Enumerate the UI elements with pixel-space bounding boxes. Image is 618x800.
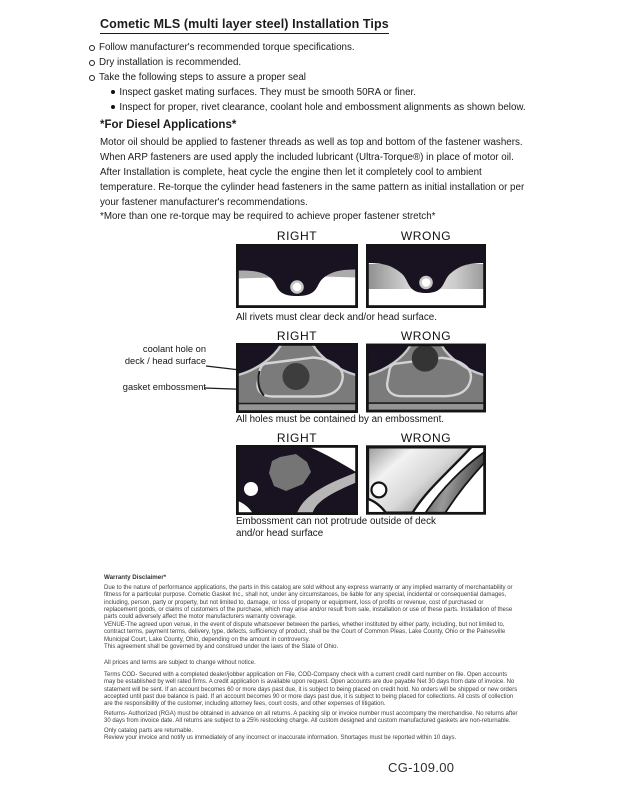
coolant-hole (283, 363, 310, 390)
callout-line: coolant hole on (142, 344, 206, 354)
bullet-text: Dry installation is recommended. (99, 57, 242, 68)
catalog-returnable-text: Only catalog parts are returnable. (104, 728, 194, 734)
bullet-icon (89, 60, 95, 66)
gasket-embossment-callout: gasket embossment (122, 382, 206, 392)
terms-paragraph: Terms COD- Secured with a completed dealer/jobber application on File, COD-Company check with a current credit card number on file. Open accounts may be established by well rated firms. A credit application is available upon request. Open accounts are due payable Net 30 days from date of invoice. No statement will be sent. If an account becomes 60 or more days past due, it is subject to being placed on credit hold. No orders will be shipped or new orders accepted until past due balance is paid. If an account becomes 90 or more days past due, it is subject to being placed for collections. All costs of collection are the responsibility of the customer, including attorney fees, court costs, and other expenses of litigation. (104, 672, 518, 708)
figure-embossment-wrong (366, 343, 486, 413)
list-item (111, 85, 539, 100)
page-title: Cometic MLS (multi layer steel) Installation Tips (100, 17, 389, 34)
right-label-row2: RIGHT (276, 329, 318, 343)
caption-line: Embossment can not protrude outside of deck (236, 516, 436, 527)
callout-line: deck / head surface (124, 355, 206, 366)
doc-code: CG-109.00 (388, 760, 455, 775)
figure-caption-row1: All rivets must clear deck and/or head surface. (236, 312, 437, 323)
figure-rivet-right (236, 244, 358, 308)
wrong-label-row1: WRONG (400, 229, 452, 243)
right-label-row1: RIGHT (276, 229, 318, 243)
coolant-hole-callout (96, 344, 206, 367)
figure-caption-row3 (236, 516, 506, 539)
list-item (89, 70, 539, 85)
figure-protrusion-right (236, 445, 358, 515)
venue-paragraph (104, 622, 518, 651)
bullet-icon (89, 75, 95, 81)
bolt-hole (371, 482, 386, 497)
list-item (89, 40, 539, 55)
bullet-text: Inspect for proper, rivet clearance, coolant hole and embossment alignments as shown below. (119, 102, 526, 113)
warranty-heading: Warranty Disclaimer* (104, 574, 167, 581)
figure-rivet-wrong (366, 244, 486, 308)
rivet-hole (293, 283, 302, 292)
list-item (89, 55, 539, 70)
bullet-text: Inspect gasket mating surfaces. They must be smooth 50RA or finer. (119, 87, 416, 98)
warranty-paragraph: Due to the nature of performance applications, the parts in this catalog are sold without any express warranty or any implied warranty of merchantability or fitness for a particular purpose. Cometic Gasket Inc., shall not, under any circumstances, be liable for any special, incidental or consequential damages, including, person, party or property, but not limited to, damage, or loss of property or equipment, loss of profits or revenue, cost of purchased or replacement goods, or claims of customers of the purchase, which may arise and/or result from sale, installation or use of these parts. Installation of these parts could adversely affect the motor manufacturers warranty coverage. (104, 585, 513, 621)
bullet-text: Follow manufacturer's recommended torque specifications. (99, 42, 355, 53)
figure-caption-row2: All holes must be contained by an embossment. (236, 414, 445, 425)
prices-note: All prices and terms are subject to change without notice. (104, 660, 256, 666)
right-label-row3: RIGHT (276, 431, 318, 445)
bullet-icon (111, 105, 115, 109)
rivet-hole (422, 278, 431, 287)
wrong-label-row3: WRONG (400, 431, 452, 445)
list-item (111, 100, 539, 115)
page-title-wrap (100, 15, 389, 34)
tips-list (89, 40, 539, 115)
governing-law-text: This agreement shall be governed by and construed under the laws of the State of Ohio. (104, 643, 339, 650)
diesel-heading: *For Diesel Applications* (100, 119, 237, 131)
wrong-label-row2: WRONG (400, 329, 452, 343)
caption-line: and/or head surface (236, 527, 324, 539)
bullet-text: Take the following steps to assure a proper seal (99, 72, 306, 83)
diesel-paragraph-2: After Installation is complete, heat cycle the engine then let it completely cool to ambient temperature. Re-torque the cylinder head fasteners in the same pattern as initial installation or per your fastener manufacturer's recommendations. (100, 167, 525, 208)
bullet-icon (111, 90, 115, 94)
coolant-hole (412, 345, 439, 372)
figure-protrusion-wrong (366, 445, 486, 515)
bolt-hole (244, 482, 258, 496)
bullet-icon (89, 45, 95, 51)
review-invoice-text: Review your invoice and notify us immediately of any incorrect or inaccurate information. Shortages must be reported within 10 days. (104, 735, 457, 742)
venue-text: VENUE-The agreed upon venue, in the event of dispute whatsoever between the parties, whether instituted by either party, including, but not limited to, contract terms, payment terms, delivery, type, defects, sufficiency of product, shall be the Court of Common Pleas, Lake County, Ohio or the Painesville Municipal Court, Lake County, Ohio, depending on the amount in controversy. (104, 622, 506, 643)
retorque-note: *More than one re-torque may be required to achieve proper fastener stretch* (100, 211, 436, 222)
returns-paragraph: Returns- Authorized (RGA) must be obtained in advance on all returns. A packing slip or invoice number must accompany the merchandise. No returns after 30 days from invoice date. All returns are subject to a 25% restocking charge. All custom designed and custom manufactured gaskets are non-returnable. (104, 711, 518, 725)
figure-embossment-right (236, 343, 358, 413)
diesel-paragraph-1: Motor oil should be applied to fastener threads as well as top and bottom of the fastener washers. When ARP fasteners are used apply the included lubricant (Ultra-Torque®) in place of motor oil. (100, 137, 523, 163)
catalog-note (104, 728, 518, 743)
